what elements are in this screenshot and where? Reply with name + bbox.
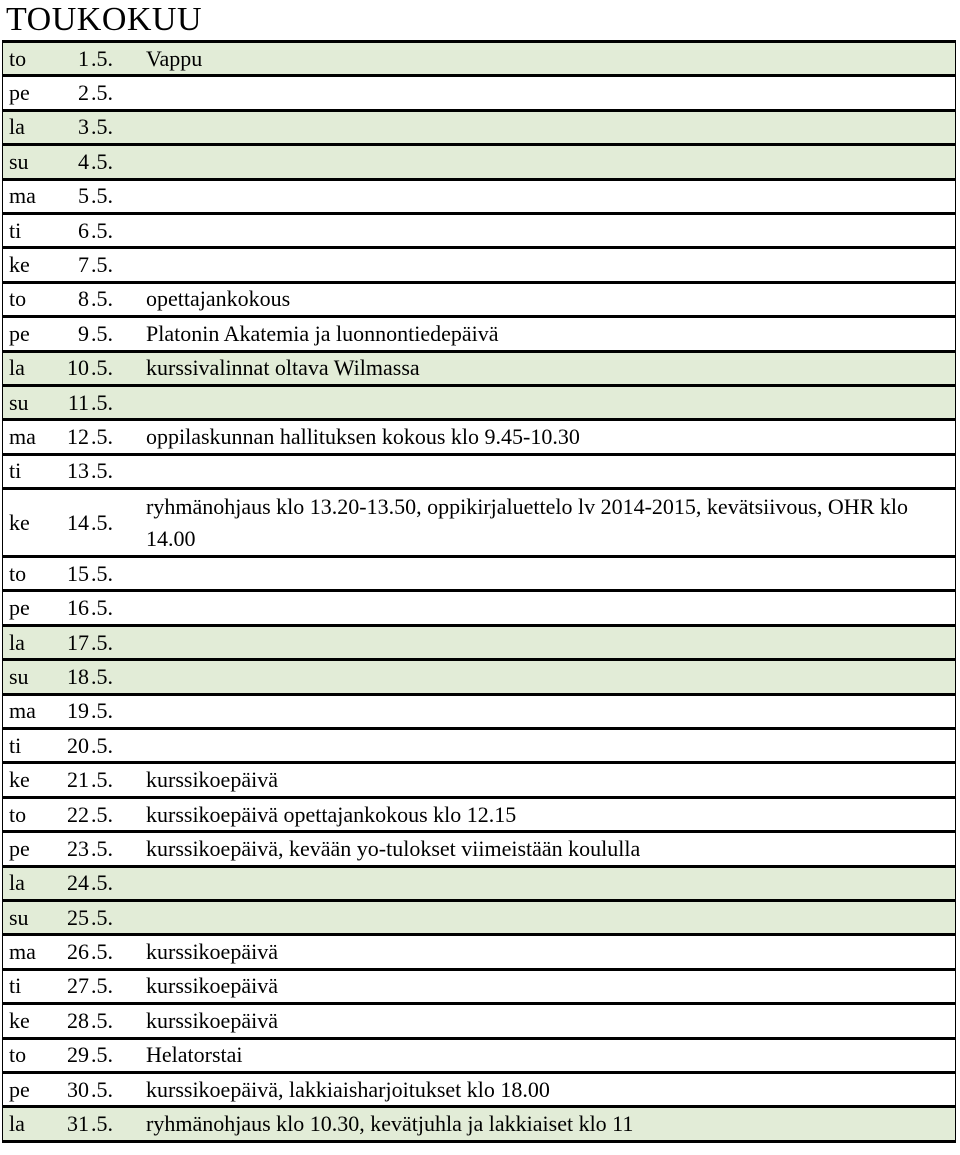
table-row	[2, 318, 956, 352]
day-number-cell: 17	[67, 629, 89, 655]
month-cell: .5.	[91, 1007, 113, 1033]
table-row	[2, 868, 956, 902]
day-number-cell: 10	[67, 355, 89, 381]
weekday-cell: su	[9, 389, 29, 415]
table-row	[2, 558, 956, 592]
month-cell: .5.	[91, 355, 113, 381]
table-row	[2, 971, 956, 1005]
weekday-cell: to	[9, 560, 27, 586]
weekday-cell: pe	[9, 1076, 30, 1102]
day-number-cell: 24	[67, 870, 89, 896]
month-cell: .5.	[91, 663, 113, 689]
weekday-cell: ti	[9, 458, 22, 484]
day-number-cell: 3	[78, 114, 89, 140]
event-cell	[146, 730, 945, 761]
table-row	[2, 112, 956, 146]
weekday-cell: su	[9, 148, 29, 174]
event-cell	[146, 558, 945, 589]
table-row	[2, 696, 956, 730]
table-row	[2, 249, 956, 283]
day-number-cell: 4	[78, 148, 89, 174]
day-number-cell: 14	[67, 509, 89, 535]
table-row	[2, 764, 956, 798]
day-number-cell: 16	[67, 595, 89, 621]
table-row	[2, 490, 956, 558]
day-number-cell: 30	[67, 1076, 89, 1102]
event-cell: ryhmänohjaus klo 10.30, kevätjuhla ja lakkiaiset klo 11	[146, 1111, 634, 1137]
weekday-cell: ke	[9, 252, 30, 278]
month-cell: .5.	[91, 183, 113, 209]
weekday-cell: to	[9, 1042, 27, 1068]
weekday-cell: la	[9, 1111, 25, 1137]
weekday-cell: to	[9, 45, 27, 71]
month-cell: .5.	[91, 835, 113, 861]
month-cell: .5.	[91, 509, 113, 535]
weekday-cell: la	[9, 629, 25, 655]
day-number-cell: 19	[67, 698, 89, 724]
day-number-cell: 11	[67, 389, 89, 415]
weekday-cell: ti	[9, 732, 22, 758]
month-cell: .5.	[91, 904, 113, 930]
day-number-cell: 9	[78, 320, 89, 346]
weekday-cell: ma	[9, 423, 36, 449]
table-row	[2, 456, 956, 490]
event-cell: kurssikoepäivä	[146, 939, 278, 965]
event-cell: Helatorstai	[146, 1042, 243, 1068]
weekday-cell: pe	[9, 835, 30, 861]
day-number-cell: 25	[67, 904, 89, 930]
weekday-cell: ke	[9, 1007, 30, 1033]
weekday-cell: ma	[9, 183, 36, 209]
event-cell: kurssikoepäivä, kevään yo-tulokset viimeistään koululla	[146, 835, 641, 861]
event-cell	[146, 146, 945, 177]
table-row	[2, 43, 956, 77]
event-cell	[146, 627, 945, 658]
month-cell: .5.	[91, 767, 113, 793]
table-row	[2, 77, 956, 111]
event-cell: kurssikoepäivä opettajankokous klo 12.15	[146, 801, 517, 827]
day-number-cell: 2	[78, 80, 89, 106]
weekday-cell: ma	[9, 939, 36, 965]
event-cell: kurssikoepäivä	[146, 1007, 278, 1033]
day-number-cell: 27	[67, 973, 89, 999]
table-row	[2, 592, 956, 626]
event-cell	[146, 696, 945, 727]
month-cell: .5.	[91, 148, 113, 174]
event-cell: kurssikoepäivä	[146, 767, 278, 793]
day-number-cell: 13	[67, 458, 89, 484]
month-cell: .5.	[91, 870, 113, 896]
day-number-cell: 26	[67, 939, 89, 965]
day-number-cell: 6	[78, 217, 89, 243]
weekday-cell: la	[9, 870, 25, 896]
table-row	[2, 1005, 956, 1039]
event-cell: kurssikoepäivä, lakkiaisharjoitukset klo 18.00	[146, 1076, 550, 1102]
day-number-cell: 28	[67, 1007, 89, 1033]
weekday-cell: to	[9, 286, 27, 312]
table-row	[2, 1108, 956, 1142]
event-cell	[146, 77, 945, 108]
calendar-table	[2, 40, 956, 1143]
weekday-cell: pe	[9, 595, 30, 621]
weekday-cell: pe	[9, 80, 30, 106]
weekday-cell: su	[9, 904, 29, 930]
month-cell: .5.	[91, 801, 113, 827]
month-cell: .5.	[91, 114, 113, 140]
event-cell	[146, 456, 945, 487]
table-row	[2, 387, 956, 421]
day-number-cell: 18	[67, 663, 89, 689]
month-cell: .5.	[91, 698, 113, 724]
event-cell: Platonin Akatemia ja luonnontiedepäivä	[146, 320, 499, 346]
month-cell: .5.	[91, 973, 113, 999]
month-cell: .5.	[91, 629, 113, 655]
month-cell: .5.	[91, 320, 113, 346]
table-row	[2, 421, 956, 455]
month-cell: .5.	[91, 1111, 113, 1137]
weekday-cell: to	[9, 801, 27, 827]
event-cell	[146, 112, 945, 143]
day-number-cell: 31	[67, 1111, 89, 1137]
event-cell	[146, 249, 945, 280]
month-cell: .5.	[91, 560, 113, 586]
table-row	[2, 1040, 956, 1074]
month-cell: .5.	[91, 732, 113, 758]
month-cell: .5.	[91, 595, 113, 621]
event-cell	[146, 592, 945, 623]
event-cell: oppilaskunnan hallituksen kokous klo 9.45-10.30	[146, 423, 580, 449]
day-number-cell: 20	[67, 732, 89, 758]
event-cell: Vappu	[146, 45, 203, 71]
month-cell: .5.	[91, 252, 113, 278]
page-title: TOUKOKUU	[6, 1, 203, 38]
table-row	[2, 936, 956, 970]
month-cell: .5.	[91, 389, 113, 415]
weekday-cell: ke	[9, 767, 30, 793]
event-cell: kurssikoepäivä	[146, 973, 278, 999]
table-row	[2, 146, 956, 180]
table-row	[2, 730, 956, 764]
weekday-cell: pe	[9, 320, 30, 346]
event-cell: opettajankokous	[146, 286, 291, 312]
weekday-cell: ke	[9, 509, 30, 535]
day-number-cell: 15	[67, 560, 89, 586]
weekday-cell: ma	[9, 698, 36, 724]
month-cell: .5.	[91, 458, 113, 484]
month-cell: .5.	[91, 939, 113, 965]
day-number-cell: 21	[67, 767, 89, 793]
day-number-cell: 7	[78, 252, 89, 278]
event-cell: kurssivalinnat oltava Wilmassa	[146, 355, 420, 381]
day-number-cell: 29	[67, 1042, 89, 1068]
table-row	[2, 1074, 956, 1108]
weekday-cell: su	[9, 663, 29, 689]
weekday-cell: ti	[9, 973, 22, 999]
event-cell	[146, 215, 945, 246]
table-row	[2, 181, 956, 215]
month-cell: .5.	[91, 286, 113, 312]
day-number-cell: 8	[78, 286, 89, 312]
table-row	[2, 661, 956, 695]
event-cell	[146, 902, 945, 933]
month-cell: .5.	[91, 45, 113, 71]
event-cell: ryhmänohjaus klo 13.20-13.50, oppikirjaluettelo lv 2014-2015, kevätsiivous, OHR klo 14.00	[146, 493, 908, 551]
day-number-cell: 1	[78, 45, 89, 71]
weekday-cell: ti	[9, 217, 22, 243]
table-row	[2, 353, 956, 387]
month-cell: .5.	[91, 1042, 113, 1068]
event-cell	[146, 387, 945, 418]
month-cell: .5.	[91, 217, 113, 243]
weekday-cell: la	[9, 355, 25, 381]
month-cell: .5.	[91, 80, 113, 106]
table-row	[2, 284, 956, 318]
table-row	[2, 902, 956, 936]
day-number-cell: 22	[67, 801, 89, 827]
day-number-cell: 23	[67, 835, 89, 861]
table-row	[2, 799, 956, 833]
event-cell	[146, 868, 945, 899]
day-number-cell: 12	[67, 423, 89, 449]
table-row	[2, 627, 956, 661]
weekday-cell: la	[9, 114, 25, 140]
event-cell	[146, 181, 945, 212]
month-cell: .5.	[91, 1076, 113, 1102]
table-row	[2, 215, 956, 249]
table-row	[2, 833, 956, 867]
day-number-cell: 5	[78, 183, 89, 209]
month-cell: .5.	[91, 423, 113, 449]
event-cell	[146, 661, 945, 692]
